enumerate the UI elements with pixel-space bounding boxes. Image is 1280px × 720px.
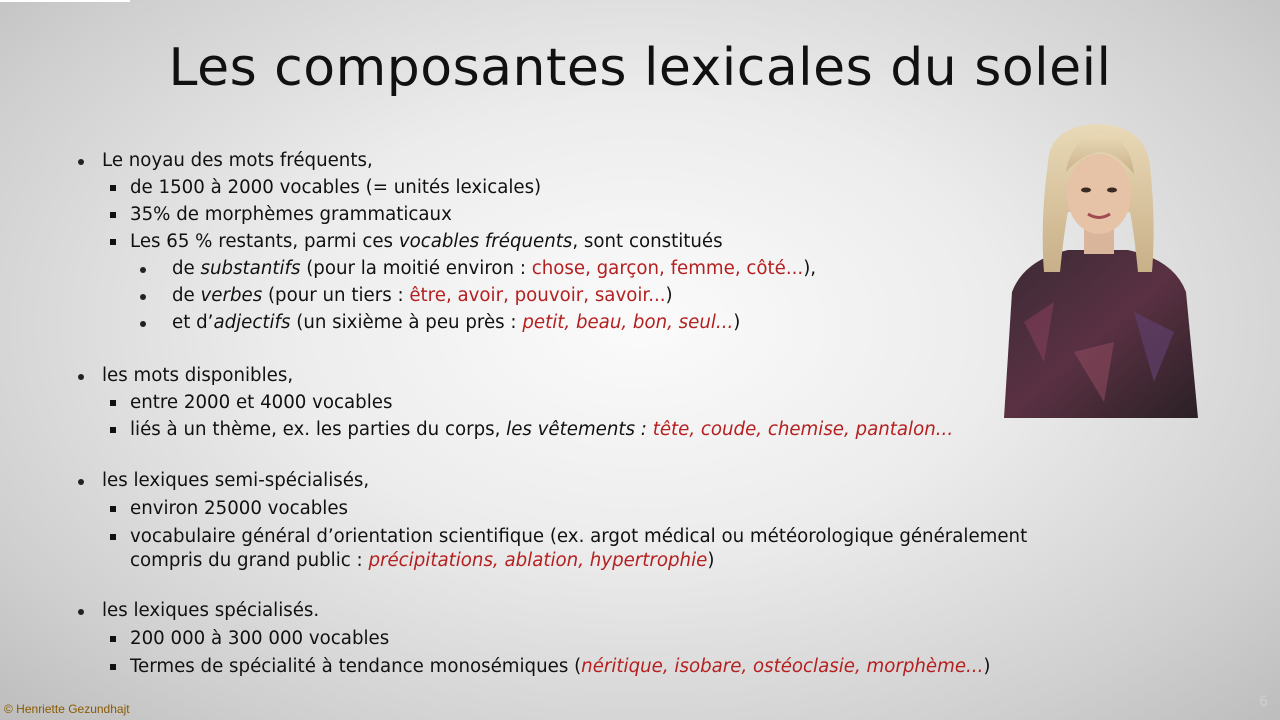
bullet-dot-icon — [140, 294, 146, 300]
bullet-square-icon — [110, 506, 116, 512]
bullet-square-icon — [110, 239, 116, 245]
bullet-level2: entre 2000 et 4000 vocables — [76, 390, 392, 416]
bullet-level2: de 1500 à 2000 vocables (= unités lexicales) — [76, 175, 541, 201]
bullet-level2: liés à un thème, ex. les parties du corps, les vêtements : tête, coude, chemise, pantalon... — [76, 417, 953, 443]
bullet-square-icon — [110, 427, 116, 433]
bullet-level3: de verbes (pour un tiers : être, avoir, pouvoir, savoir...) — [76, 283, 673, 309]
bullet-level1: les mots disponibles, — [76, 363, 293, 389]
bullet-level2: 35% de morphèmes grammaticaux — [76, 202, 452, 228]
example-words: petit, beau, bon, seul... — [522, 312, 734, 333]
example-words: précipitations, ablation, hypertrophie — [368, 550, 708, 571]
bullet-dot-icon — [140, 321, 146, 327]
bullet-level1: Le noyau des mots fréquents, — [76, 148, 373, 174]
bullet-dot-icon — [140, 267, 146, 273]
bullet-level2: Termes de spécialité à tendance monosémiques (néritique, isobare, ostéoclasie, morphème...) — [76, 654, 990, 680]
bullet-square-icon — [110, 664, 116, 670]
example-words: tête, coude, chemise, pantalon... — [652, 419, 954, 440]
bullet-level2: 200 000 à 300 000 vocables — [76, 626, 389, 652]
bullet-dot-icon — [78, 609, 84, 615]
top-edge-mark — [0, 0, 130, 2]
bullet-level2: Les 65 % restants, parmi ces vocables fréquents, sont constitués — [76, 229, 723, 255]
bullet-dot-icon — [78, 374, 84, 380]
example-words: chose, garçon, femme, côté... — [531, 258, 804, 279]
bullet-dot-icon — [78, 479, 84, 485]
page-number: 6 — [1259, 694, 1268, 710]
bullet-square-icon — [110, 534, 116, 540]
bullet-level1: les lexiques spécialisés. — [76, 598, 319, 624]
bullet-square-icon — [110, 185, 116, 191]
bullet-square-icon — [110, 400, 116, 406]
example-words: être, avoir, pouvoir, savoir... — [409, 285, 666, 306]
bullet-level2-continuation: compris du grand public : précipitations, ablation, hypertrophie) — [130, 550, 715, 571]
bullet-level1: les lexiques semi-spécialisés, — [76, 468, 369, 494]
bullet-square-icon — [110, 636, 116, 642]
bullet-level2: environ 25000 vocables — [76, 496, 348, 522]
bullet-level3: et d’adjectifs (un sixième à peu près : petit, beau, bon, seul...) — [76, 310, 740, 336]
presenter-video-overlay — [984, 122, 1212, 418]
example-words: néritique, isobare, ostéoclasie, morphème... — [581, 656, 984, 677]
bullet-dot-icon — [78, 159, 84, 165]
slide-title: Les composantes lexicales du soleil — [168, 38, 1112, 98]
bullet-level2: vocabulaire général d’orientation scientifique (ex. argot médical ou météorologique généralement — [76, 524, 1027, 550]
bullet-level3: de substantifs (pour la moitié environ : chose, garçon, femme, côté...), — [76, 256, 816, 282]
bullet-square-icon — [110, 212, 116, 218]
copyright-footer: © Henriette Gezundhajt — [4, 702, 130, 716]
